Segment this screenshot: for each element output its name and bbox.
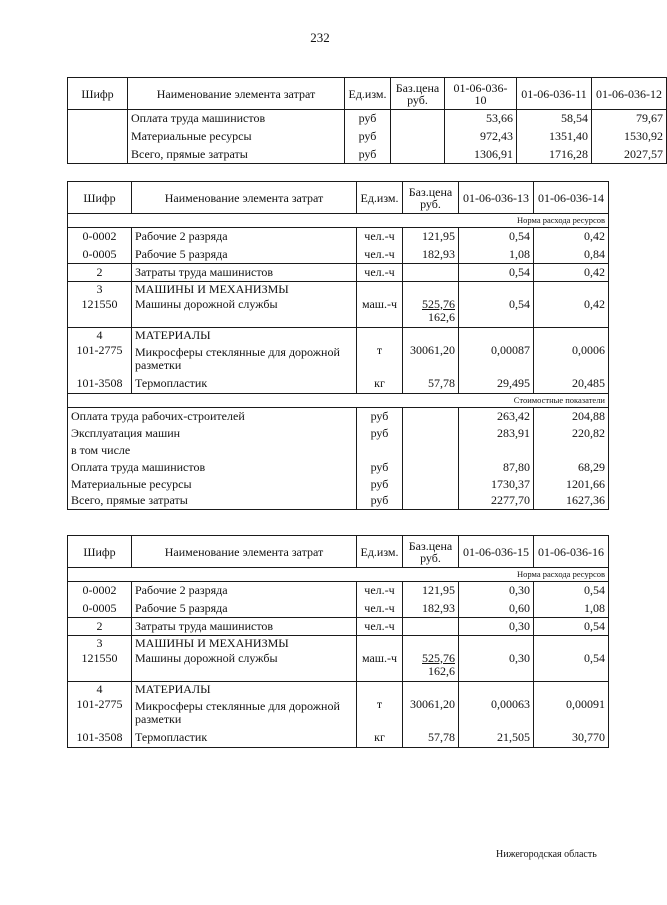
total-row: Оплата труда машинистов руб 87,80 68,29 bbox=[68, 459, 609, 476]
table-row: 0-0002 Рабочие 2 разряда чел.-ч 121,95 0,54 0,42 bbox=[68, 228, 609, 246]
table-row: 101-3508 Термопластик кг 57,78 21,505 30,770 bbox=[68, 728, 609, 748]
section-row: 3 МАШИНЫ И МЕХАНИЗМЫ bbox=[68, 282, 609, 298]
table-header-row bbox=[68, 182, 609, 214]
table-header-row bbox=[68, 78, 667, 110]
section-row: 4 МАТЕРИАЛЫ bbox=[68, 682, 609, 698]
header-col-2: 01-06-036-14 bbox=[534, 182, 609, 214]
header-col-2: 01-06-036-11 bbox=[517, 78, 592, 110]
section-title: МАТЕРИАЛЫ bbox=[132, 682, 357, 698]
header-col-3: 01-06-036-12 bbox=[592, 78, 667, 110]
table-row: 0-0002 Рабочие 2 разряда чел.-ч 121,95 0,30 0,54 bbox=[68, 582, 609, 600]
page-number: 232 bbox=[310, 30, 330, 45]
section-title: МАШИНЫ И МЕХАНИЗМЫ bbox=[132, 636, 357, 652]
header-col-1: 01-06-036-15 bbox=[459, 536, 534, 568]
table-row: 121550 Машины дорожной службы маш.-ч 525,76 162,6 0,54 0,42 bbox=[68, 298, 609, 328]
table-row: Оплата труда машинистов руб 53,66 58,54 79,67 bbox=[68, 110, 667, 128]
cost-table-2 bbox=[67, 181, 609, 510]
machine-wage-price: 162,6 bbox=[428, 663, 455, 678]
cost-label-row bbox=[68, 394, 609, 408]
header-code: Шифр bbox=[68, 182, 132, 214]
section-title: МАТЕРИАЛЫ bbox=[132, 328, 357, 344]
norm-label: Норма расхода ресурсов bbox=[68, 214, 609, 228]
row-name: Всего, прямые затраты bbox=[128, 146, 345, 164]
section-title: МАШИНЫ И МЕХАНИЗМЫ bbox=[132, 282, 357, 298]
table-row: 2 Затраты труда машинистов чел.-ч 0,54 0,42 bbox=[68, 264, 609, 282]
header-code: Шифр bbox=[68, 536, 132, 568]
header-name: Наименование элемента затрат bbox=[132, 182, 357, 214]
table-row: 101-2775 Микросферы стеклянные для дорожной разметки т 30061,20 0,00063 0,00091 bbox=[68, 698, 609, 728]
row-name: Материальные ресурсы bbox=[128, 128, 345, 146]
cost-table-3 bbox=[67, 535, 609, 748]
table-row: Материальные ресурсы руб 972,43 1351,40 1530,92 bbox=[68, 128, 667, 146]
header-name: Наименование элемента затрат bbox=[128, 78, 345, 110]
region-footer: Нижегородская область bbox=[496, 849, 597, 860]
row-name: Оплата труда машинистов bbox=[128, 110, 345, 128]
table-row: 101-2775 Микросферы стеклянные для дорожной разметки т 30061,20 0,00087 0,0006 bbox=[68, 344, 609, 374]
header-name: Наименование элемента затрат bbox=[132, 536, 357, 568]
table-header-row bbox=[68, 536, 609, 568]
norm-label: Норма расхода ресурсов bbox=[68, 568, 609, 582]
table-row: 0-0005 Рабочие 5 разряда чел.-ч 182,93 1,08 0,84 bbox=[68, 246, 609, 264]
header-price: Баз.цена руб. bbox=[403, 536, 459, 568]
header-price: Баз.цена руб. bbox=[391, 78, 445, 110]
header-col-1: 01-06-036-13 bbox=[459, 182, 534, 214]
table-row: 0-0005 Рабочие 5 разряда чел.-ч 182,93 0,60 1,08 bbox=[68, 600, 609, 618]
header-price: Баз.цена руб. bbox=[403, 182, 459, 214]
total-row: Эксплуатация машин руб 283,91 220,82 bbox=[68, 425, 609, 442]
header-unit: Ед.изм. bbox=[357, 182, 403, 214]
norm-label-row bbox=[68, 568, 609, 582]
table-row: 2 Затраты труда машинистов чел.-ч 0,30 0,54 bbox=[68, 618, 609, 636]
table-row: Всего, прямые затраты руб 1306,91 1716,28 2027,57 bbox=[68, 146, 667, 164]
table-row: 121550 Машины дорожной службы маш.-ч 525,76 162,6 0,30 0,54 bbox=[68, 652, 609, 682]
header-unit: Ед.изм. bbox=[357, 536, 403, 568]
header-unit: Ед.изм. bbox=[345, 78, 391, 110]
cost-label: Стоимостные показатели bbox=[68, 394, 609, 408]
machine-price: 525,76 bbox=[422, 296, 455, 311]
total-row: Оплата труда рабочих-строителей руб 263,42 204,88 bbox=[68, 408, 609, 425]
cost-table-1 bbox=[67, 77, 667, 164]
table-row: 101-3508 Термопластик кг 57,78 29,495 20,485 bbox=[68, 374, 609, 394]
machine-price: 525,76 bbox=[422, 650, 455, 665]
header-col-2: 01-06-036-16 bbox=[534, 536, 609, 568]
header-code: Шифр bbox=[68, 78, 128, 110]
norm-label-row bbox=[68, 214, 609, 228]
total-row: Материальные ресурсы руб 1730,37 1201,66 bbox=[68, 476, 609, 493]
header-col-1: 01-06-036-10 bbox=[445, 78, 517, 110]
total-row: в том числе bbox=[68, 442, 609, 459]
section-row: 3 МАШИНЫ И МЕХАНИЗМЫ bbox=[68, 636, 609, 652]
machine-wage-price: 162,6 bbox=[428, 309, 455, 324]
section-row: 4 МАТЕРИАЛЫ bbox=[68, 328, 609, 344]
total-row: Всего, прямые затраты руб 2277,70 1627,36 bbox=[68, 493, 609, 510]
